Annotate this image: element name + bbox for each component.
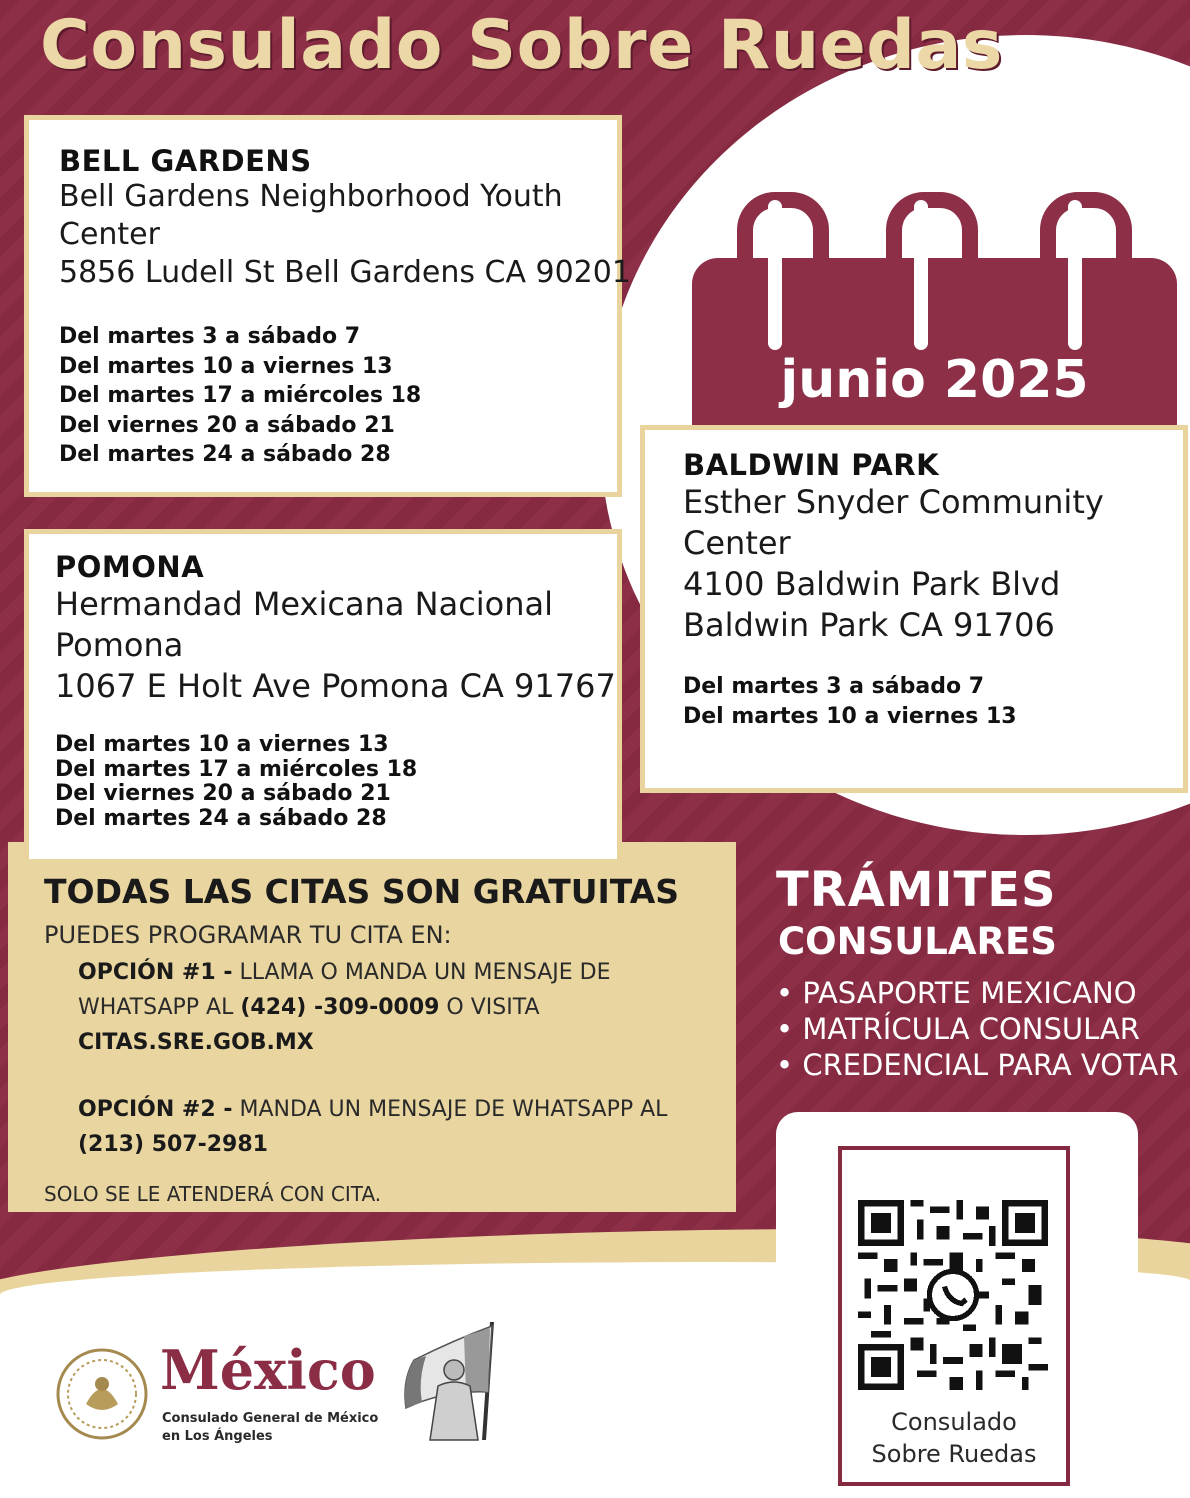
location-address: 1067 E Holt Ave Pomona CA 91767 (55, 667, 616, 705)
option-2-label: OPCIÓN #2 - (78, 1097, 233, 1122)
location-venue: Pomona (55, 626, 184, 664)
services-list (776, 975, 1179, 1083)
location-card-bell-gardens (24, 115, 631, 497)
calendar-month-label: junio 2025 (780, 350, 1089, 410)
services-title: TRÁMITES (776, 862, 1057, 918)
date-range: Del martes 17 a miércoles 18 (59, 383, 422, 408)
info-heading: TODAS LAS CITAS SON GRATUITAS (44, 872, 680, 911)
qr-frame (838, 1146, 1070, 1486)
flag-bearer-icon (394, 1320, 506, 1442)
service-item: • CREDENCIAL PARA VOTAR (776, 1048, 1179, 1082)
date-range: Del viernes 20 a sábado 21 (59, 412, 395, 438)
consulate-name-line: en Los Ángeles (162, 1429, 273, 1444)
option-2-phone[interactable]: (213) 507-2981 (78, 1132, 268, 1157)
location-venue: Center (683, 524, 791, 562)
calendar-clip-right (1068, 200, 1082, 350)
date-range: Del martes 17 a miércoles 18 (55, 756, 418, 782)
date-range: Del martes 24 a sábado 28 (55, 805, 387, 831)
calendar-ring-right (1040, 192, 1132, 348)
option-1-text: LLAMA O MANDA UN MENSAJE DE WHATSAPP AL (78, 960, 611, 1020)
location-address: 4100 Baldwin Park Blvd (683, 565, 1061, 603)
appointment-info-panel (8, 842, 736, 1212)
location-city: POMONA (55, 550, 205, 584)
services-subtitle: CONSULARES (778, 920, 1057, 963)
qr-caption-line: Consulado (891, 1408, 1017, 1436)
calendar-ring-middle (886, 192, 978, 348)
location-city: BELL GARDENS (59, 144, 312, 178)
option-1-phone[interactable]: (424) -309-0009 (240, 995, 440, 1020)
location-venue: Esther Snyder Community (683, 483, 1104, 521)
location-address: Baldwin Park CA 91706 (683, 606, 1055, 644)
option-1-text: O VISITA (439, 995, 540, 1020)
option-1 (78, 955, 736, 1060)
date-range: Del viernes 20 a sábado 21 (55, 781, 391, 806)
qr-code-icon[interactable] (858, 1200, 1048, 1390)
mexico-logo-word: México (160, 1338, 376, 1402)
consulate-name (162, 1410, 378, 1446)
date-range: Del martes 3 a sábado 7 (683, 674, 985, 699)
option-2 (78, 1092, 736, 1162)
qr-caption (842, 1406, 1066, 1470)
date-range: Del martes 10 a viernes 13 (55, 732, 389, 757)
option-2-text: MANDA UN MENSAJE DE WHATSAPP AL (232, 1097, 668, 1122)
location-venue: Center (59, 217, 160, 252)
service-item: • PASAPORTE MEXICANO (776, 976, 1137, 1010)
date-range: Del martes 10 a viernes 13 (59, 353, 393, 379)
location-venue: Bell Gardens Neighborhood Youth (59, 179, 563, 214)
date-range: Del martes 24 a sábado 28 (59, 442, 391, 467)
calendar-ring-left (737, 192, 829, 348)
location-card-pomona (24, 529, 622, 859)
location-address: 5856 Ludell St Bell Gardens CA 90201 (59, 255, 631, 290)
qr-caption-line: Sobre Ruedas (871, 1440, 1037, 1468)
mexico-seal-icon (56, 1348, 148, 1440)
appointment-website[interactable]: CITAS.SRE.GOB.MX (78, 1030, 314, 1055)
calendar-clip-middle (914, 200, 928, 350)
calendar-clip-left (768, 200, 782, 350)
info-subheading: PUEDES PROGRAMAR TU CITA EN: (44, 921, 452, 949)
poster-title: Consulado Sobre Ruedas (40, 6, 1003, 85)
option-1-label: OPCIÓN #1 - (78, 960, 233, 985)
consular-services (776, 862, 1179, 1083)
location-venue: Hermandad Mexicana Nacional (55, 585, 554, 623)
date-range: Del martes 10 a viernes 13 (683, 704, 1017, 729)
location-city: BALDWIN PARK (683, 448, 940, 482)
date-range: Del martes 3 a sábado 7 (59, 324, 361, 349)
location-card-baldwin-park (640, 425, 1188, 793)
info-note: SOLO SE LE ATENDERÁ CON CITA. (44, 1182, 382, 1206)
service-item: • MATRÍCULA CONSULAR (776, 1012, 1140, 1046)
consulate-name-line: Consulado General de México (162, 1411, 379, 1426)
